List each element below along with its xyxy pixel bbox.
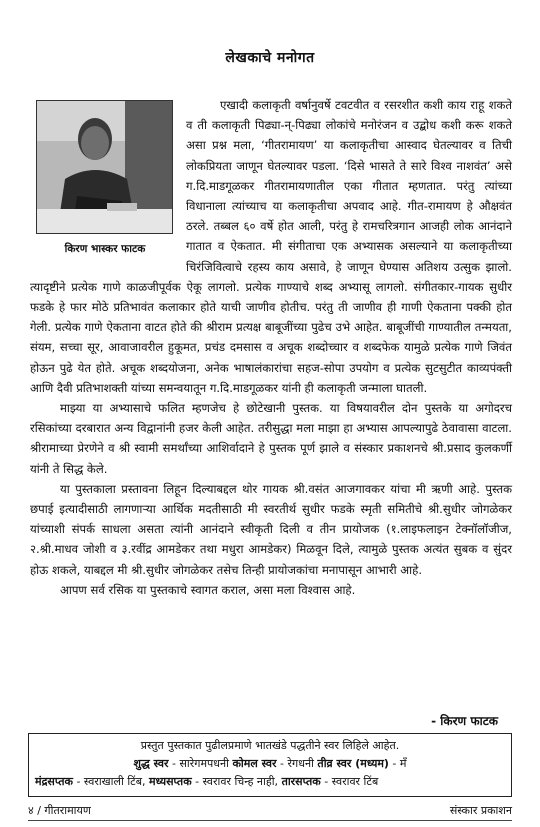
paragraph: एखादी कलाकृती वर्षानुवर्षे टवटवीत व रसरशीत कशी काय राहू शकते व ती कलाकृती पिढ्या-न्-पिढ्या लोकांचे मनोरंजन व उद्बोध कशी करू शकते असा प्रश्न मला, ‘गीतरामायण’ या कलाकृतीचा आस्वाद घेतल्यावर व तिची लोकप्रियता जाणून घेतल्यावर पडला. ‘दिसे भासते ते सारे विश्व नाशवंत’ असे ग.दि.माडगूळकर गीतरामायणातील एका गीतात म्हणतात. परंतु त्यांच्या विधानाला त्यांच्याच या कलाकृतीचा अपवाद आहे. गीत-रामायण हे औक्षवंत ठरले. तब्बल ६० वर्षे होत आली, परंतु हे रामचरित्रगान आजही लोक आनंदाने गातात व ऐकतात. मी संगीताचा एक अभ्यासक असल्याने या कलाकृतीच्या चिरंजिवित्वाचे रहस्य काय असावे, हे जाणून घेण्यास अतिशय उत्सुक झालो. त्यादृष्टीने प्रत्येक गाणे काळजीपूर्वक ऐकू लागलो. प्रत्येक गाण्याचे शब्द अभ्यासू लागलो. संगीतकार-गायक सुधीर फडके हे फार मोठे प्रतिभावंत कलाकार होते याची जाणीव होतीच. परंतु ती जाणीव ही गाणी ऐकताना पक्की होत गेली. प्रत्येक गाणे ऐकताना वाटत होते की श्रीराम प्रत्यक्ष बाबूजींच्या पुढेच उभे आहेत. बाबूजींची गाण्यातील तन्मयता, संयम, सच्चा सूर, आवाजावरील हुकूमत, प्रचंड दमसास व अचूक शब्दोच्चार व शब्दफेक यामुळे प्रत्येक गाणे जिवंत होऊन पुढे येत होते. अचूक शब्दयोजना, अनेक भाषालंकारांचा सहज-सोपा उपयोग व प्रत्येक सुटसुटीत काव्यपंक्ती आणि दैवी प्रतिभाशक्ती यांच्या समन्वयातून ग.दि.माडगूळकर यांनी ही कलाकृती जन्माला घातली.: [30, 98, 512, 395]
author-signature: - किरण फाटक: [431, 714, 498, 728]
tar-value: - स्वरावर टिंब: [320, 775, 379, 788]
notation-saptak-line: [35, 773, 505, 791]
photo-float-spacer: [30, 95, 186, 265]
paragraph: आपण सर्व रसिक या पुस्तकाचे स्वागत कराल, असा मला विश्वास आहे.: [60, 582, 356, 597]
notation-box: [28, 733, 512, 797]
footer-rule: [28, 820, 512, 821]
mandra-value: - स्वराखाली टिंब,: [72, 775, 149, 788]
mandra-label: मंद्रसप्तक: [35, 775, 73, 788]
notation-swar-line: [35, 755, 505, 773]
shuddha-value: - सारेगमपधनी: [168, 757, 233, 770]
komal-label: कोमल स्वर: [232, 757, 277, 770]
madhya-label: मध्यसप्तक: [149, 775, 192, 788]
shuddha-label: शुद्ध स्वर: [133, 757, 169, 770]
madhya-value: - स्वरावर चिन्ह नाही,: [191, 775, 282, 788]
tar-label: तारसप्तक: [281, 775, 321, 788]
komal-value: - रेगधनी: [276, 757, 318, 770]
preface-body: [30, 95, 512, 600]
page-title: लेखकाचे मनोगत: [225, 50, 315, 66]
paragraph: माझ्या या अभ्यासाचे फलित म्हणजेच हे छोटेखानी पुस्तक. या विषयावरील दोन पुस्तके या अगोदरच रसिकांच्या दरबारात अन्य विद्वानांनी हजर केली आहेत. तरीसुद्धा मला माझा हा अभ्यास आपल्यापुढे ठेवावासा वाटला. श्रीरामाच्या प्रेरणेने व श्री स्वामी समर्थांच्या आशिर्वादाने हे पुस्तक पूर्ण झाले व संस्कार प्रकाशनचे श्री.प्रसाद कुलकर्णी यांनी ते सिद्ध केले.: [30, 401, 512, 476]
tivra-value: - मँ: [388, 757, 407, 770]
author-photo-caption: किरण भास्कर फाटक: [64, 243, 146, 255]
footer-page-number: ४ / गीतरामायण: [28, 804, 91, 817]
paragraph: या पुस्तकाला प्रस्तावना लिहून दिल्याबद्दल थोर गायक श्री.वसंत आजगावकर यांचा मी ऋणी आहे. पुस्तक छपाई इत्यादीसाठी लागणाऱ्या आर्थिक मदतीसाठी मी स्वरतीर्थ सुधीर फडके स्मृती समितीचे श्री.सुधीर जोगळेकर यांच्याशी संपर्क साधला असता त्यांनी आनंदाने स्वीकृती दिली व तीन प्रायोजक (१.लाइफलाइन टेक्नॉलॉजीज, २.श्री.माधव जोशी व ३.रवींद्र आमडेकर तथा मधुरा आमडेकर) मिळवून दिले, त्यामुळे पुस्तक अत्यंत सुबक व सुंदर होऊ शकले, याबद्दल मी श्री.सुधीर जोगळेकर तसेच तिन्ही प्रायोजकांचा मनापासून आभारी आहे.: [30, 481, 512, 577]
notation-intro: प्रस्तुत पुस्तकात पुढीलप्रमाणे भातखंडे पद्धतीने स्वर लिहिले आहेत.: [140, 739, 400, 752]
footer-publisher: संस्कार प्रकाशन: [449, 804, 512, 817]
tivra-label: तीव्र स्वर (मध्यम): [317, 757, 389, 770]
